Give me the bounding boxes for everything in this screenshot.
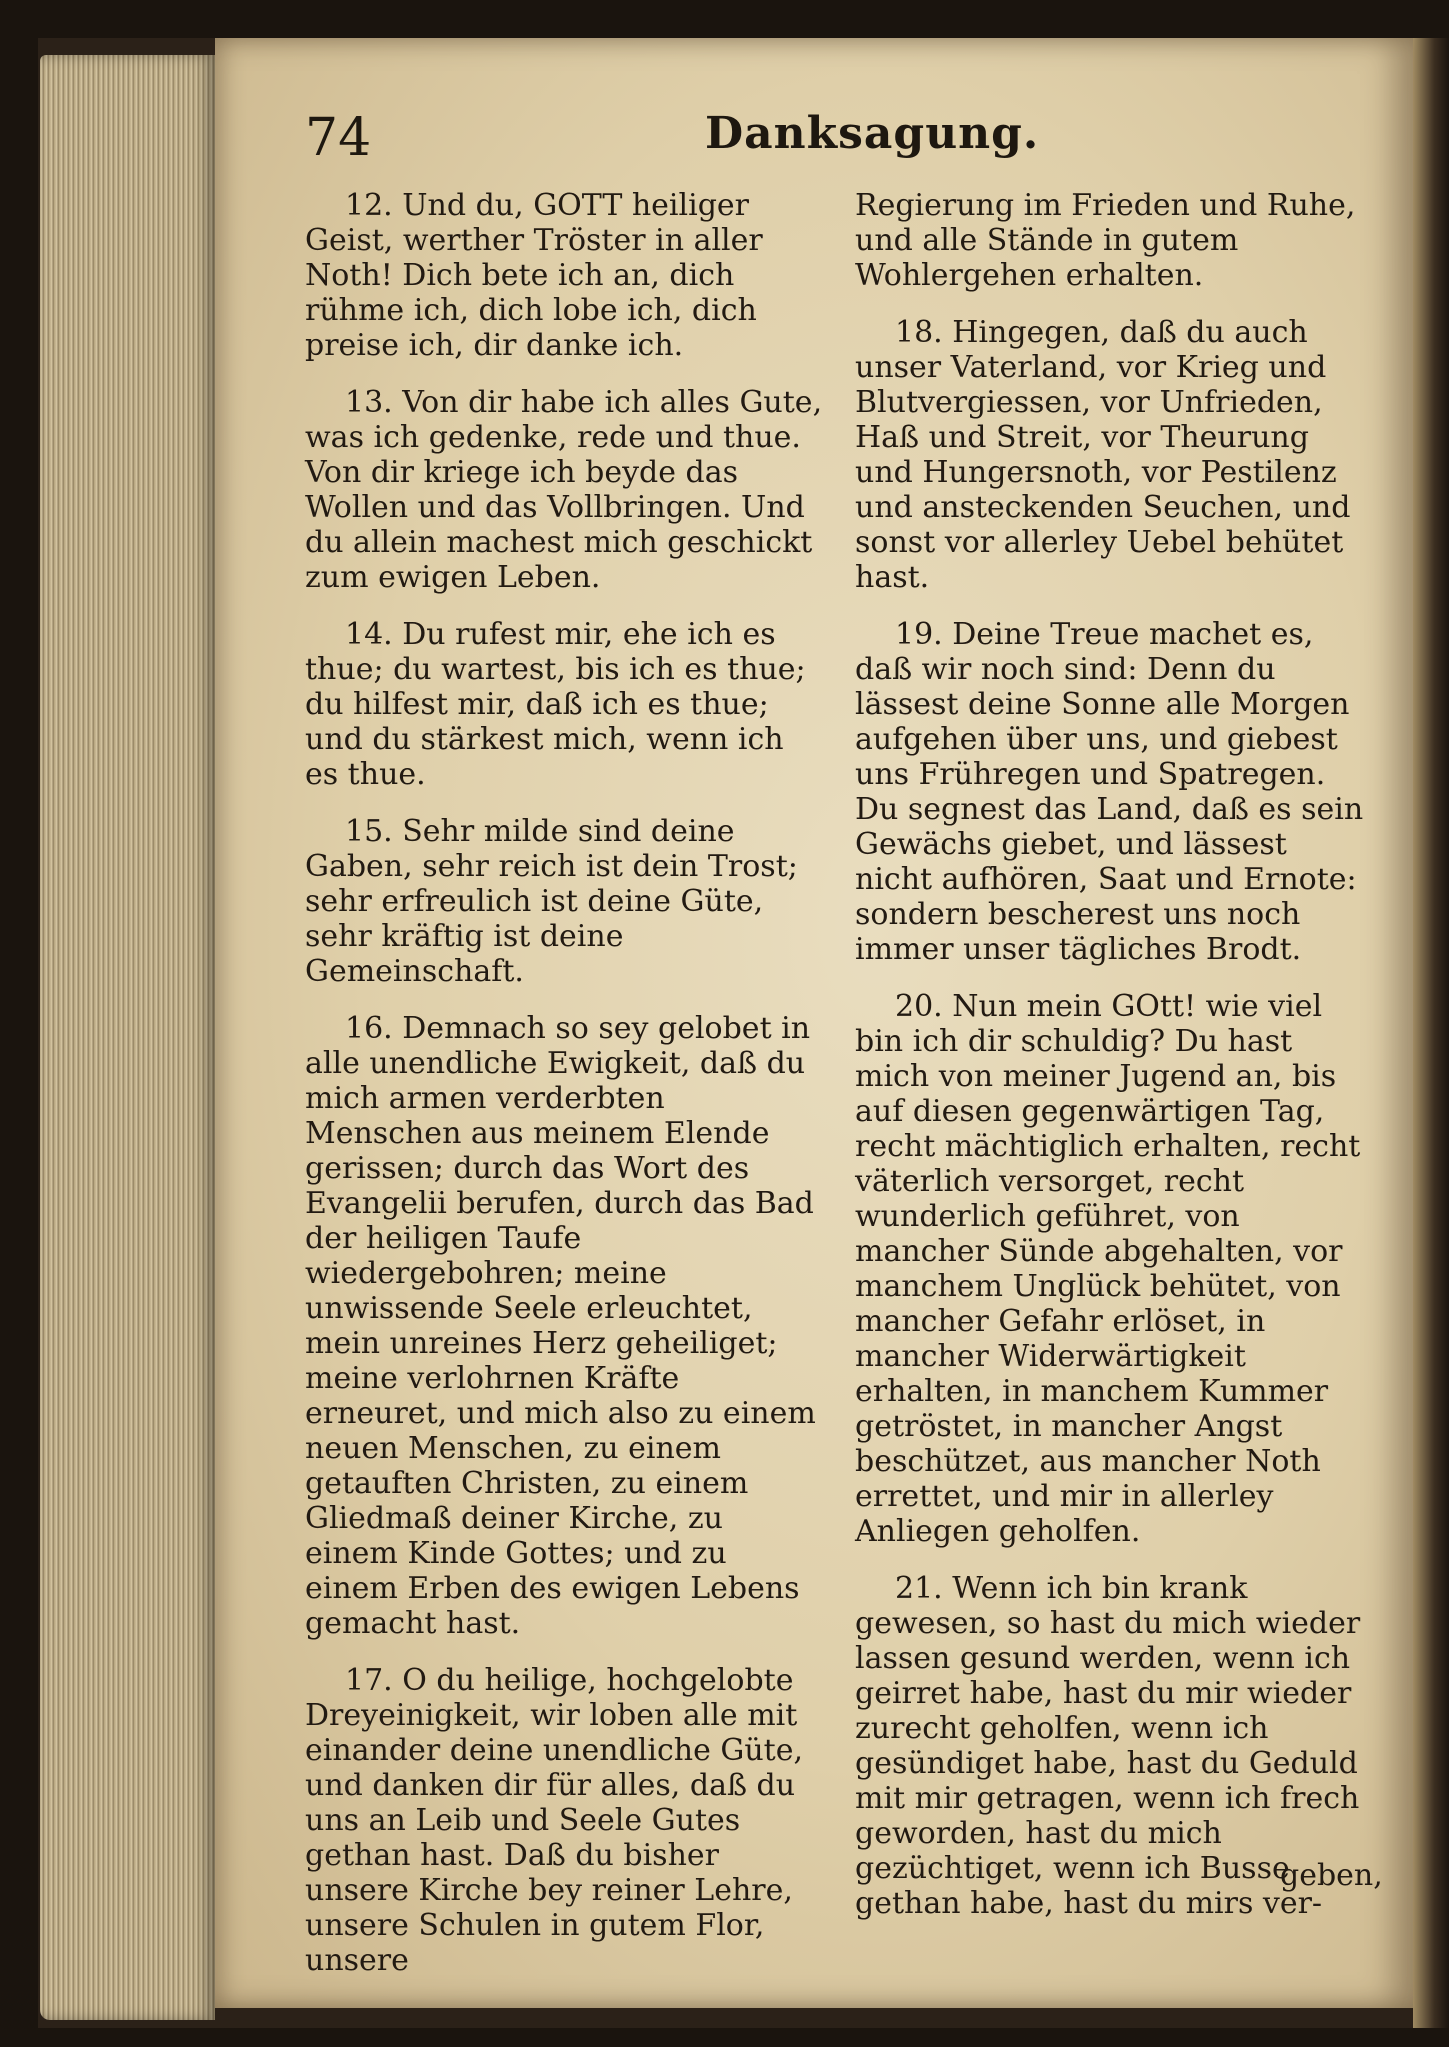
paragraph-16: 16. Demnach so sey gelobet in alle unendliche Ewigkeit, daß du mich armen verderbten Menschen aus meinem Elende gerissen; durch das Wort des Evangelii berufen, durch das Bad der heiligen Taufe wiedergebohren; meine unwissende Seele erleuchtet, mein unreines Herz geheiliget; meine verlohrnen Kräfte erneuret, und mich also zu einem neuen Menschen, zu einem getauften Christen, zu einem Gliedmaß deiner Kirche, zu einem Kinde Gottes; und zu einem Erben des ewigen Lebens gemacht hast. — [305, 1011, 816, 1641]
catchword: geben, — [1280, 1858, 1383, 1893]
paragraph-20: 20. Nun mein GOtt! wie viel bin ich dir schuldig? Du hast mich von meiner Jugend an, bis auf diesen gegenwärtigen Tag, recht mächtiglich erhalten, recht väterlich versorget, recht wunderlich geführet, von mancher Sünde abgehalten, vor manchem Unglück behütet, von mancher Gefahr erlöset, in mancher Widerwärtigkeit erhalten, in manchem Kummer getröstet, in mancher Angst beschützet, aus mancher Noth errettet, und mir in allerley Anliegen geholfen. — [855, 989, 1361, 1549]
book-gutter — [1413, 38, 1449, 2028]
page-edges — [40, 55, 215, 2020]
running-title: Danksagung. — [705, 108, 1040, 159]
page-number: 74 — [305, 108, 372, 168]
paragraph-17: 17. O du heilige, hochgelobte Dreyeinigkeit, wir loben alle mit einander deine unendliche Güte, und danken dir für alles, daß du uns an Leib und Seele Gutes gethan hast. Daß du bisher unsere Kirche bey reiner Lehre, unsere Schulen in gutem Flor, unsere — [305, 1663, 804, 1978]
left-column — [305, 188, 825, 2000]
paragraph-12: 12. Und du, GOTT heiliger Geist, werther Tröster in aller Noth! Dich bete ich an, dich rühme ich, dich lobe ich, dich preise ich, dir danke ich. — [305, 188, 763, 363]
paragraph-14: 14. Du rufest mir, ehe ich es thue; du wartest, bis ich es thue; du hilfest mir, daß ich es thue; und du stärkest mich, wenn ich es thue. — [305, 617, 806, 792]
paragraph-19: 19. Deine Treue machet es, daß wir noch sind: Denn du lässest deine Sonne alle Morgen aufgehen über uns, und giebest uns Frühregen und Spatregen. Du segnest das Land, daß es sein Gewächs giebet, und lässest nicht aufhören, Saat und Ernote: sondern bescherest uns noch immer unser tägliches Brodt. — [855, 617, 1364, 967]
paragraph-21: 21. Wenn ich bin krank gewesen, so hast du mich wieder lassen gesund werden, wenn ich geirret habe, hast du mir wieder zurecht geholfen, wenn ich gesündiget habe, hast du Geduld mit mir getragen, wenn ich frech geworden, hast du mich gezüchtiget, wenn ich Busse gethan habe, hast du mirs ver- — [855, 1571, 1361, 1921]
paragraph-15: 15. Sehr milde sind deine Gaben, sehr reich ist dein Trost; sehr erfreulich ist deine Güte, sehr kräftig ist deine Gemeinschaft. — [305, 814, 798, 989]
page-header — [305, 98, 1305, 178]
paragraph-13: 13. Von dir habe ich alles Gute, was ich gedenke, rede und thue. Von dir kriege ich beyde das Wollen und das Vollbringen. Und du allein machest mich geschickt zum ewigen Leben. — [305, 385, 823, 595]
paragraph-17-continued: Regierung im Frieden und Ruhe, und alle Stände in gutem Wohlergehen erhalten. — [855, 188, 1356, 293]
right-column — [855, 188, 1370, 1943]
paragraph-18: 18. Hingegen, daß du auch unser Vaterland, vor Krieg und Blutvergiessen, vor Unfrieden, Haß und Streit, vor Theurung und Hungersnoth, vor Pestilenz und ansteckenden Seuchen, und sonst vor allerley Uebel behütet hast. — [855, 315, 1351, 595]
